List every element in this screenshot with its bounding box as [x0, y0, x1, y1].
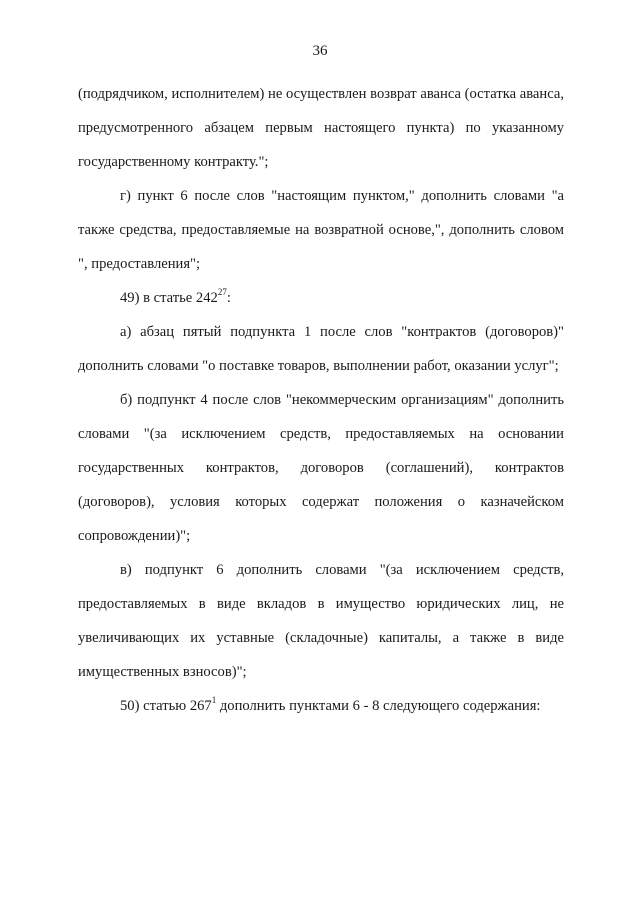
item-49-text: 49) в статье 242	[120, 290, 218, 306]
page-number: 36	[312, 43, 328, 59]
paragraph-continuation: (подрядчиком, исполнителем) не осуществлен возврат аванса (остатка аванса, предусмотренного абзацем первым настоящего пункта) по указанному государственному контракту.";	[78, 86, 564, 170]
paragraph-item-a: а) абзац пятый подпункта 1 после слов "контрактов (договоров)" дополнить словами "о поставке товаров, выполнении работ, оказании услуг";	[78, 324, 564, 374]
document-body	[78, 77, 564, 723]
paragraph-item-49	[78, 281, 564, 315]
item-49-superscript: 27	[217, 287, 227, 297]
item-49-tail: :	[226, 290, 231, 306]
item-50-tail: дополнить пунктами 6 - 8 следующего содержания:	[216, 698, 541, 714]
paragraph-item-g: г) пункт 6 после слов "настоящим пунктом," дополнить словами "а также средства, предоставляемые на возвратной основе,", дополнить словом ", предоставления";	[78, 188, 564, 272]
paragraph-item-b: б) подпункт 4 после слов "некоммерческим организациям" дополнить словами "(за исключением средств, предоставляемых на основании государственных контрактов, договоров (соглашений), контрактов (договоров), условия которых содержат положения о казначейском сопровождении)";	[78, 392, 564, 544]
item-50-text: 50) статью 267	[120, 698, 212, 714]
item-50-superscript: 1	[211, 695, 217, 705]
paragraph-item-50	[78, 689, 564, 723]
paragraph-item-v: в) подпункт 6 дополнить словами "(за исключением средств, предоставляемых в виде вкладов в имущество юридических лиц, не увеличивающих их уставные (складочные) капиталы, а также в виде имущественных взносов)";	[78, 562, 564, 680]
